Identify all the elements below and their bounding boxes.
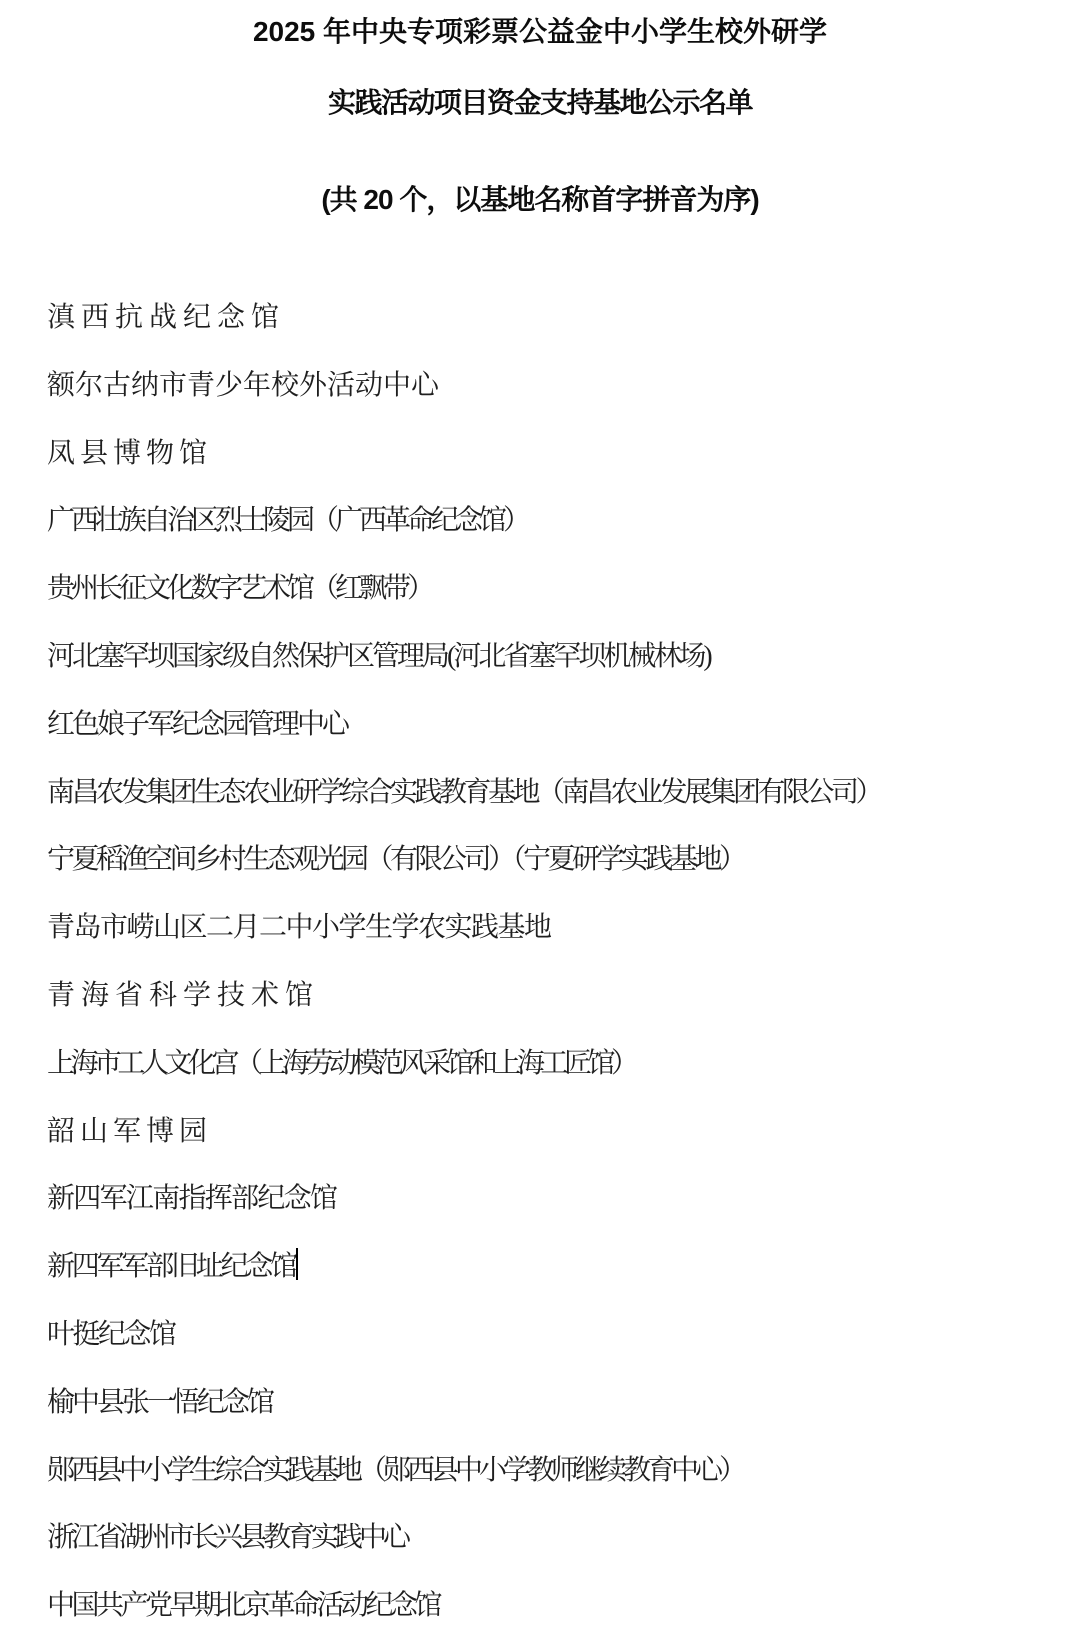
base-name-text[interactable]: 南昌农发集团生态农业研学综合实践教育基地（南昌农业发展集团有限公司） bbox=[47, 776, 881, 808]
list-item[interactable] bbox=[47, 691, 1060, 759]
base-name-text[interactable]: 青海省科学技术馆 bbox=[47, 979, 320, 1011]
base-name-text[interactable]: 滇西抗战纪念馆 bbox=[47, 302, 286, 333]
base-name-text[interactable]: 广西壮族自治区烈士陵园（广西革命纪念馆） bbox=[47, 505, 528, 537]
list-item[interactable] bbox=[47, 1301, 1060, 1369]
base-list bbox=[47, 284, 1060, 1640]
base-name-text[interactable]: 青岛市崂山区二月二中小学生学农实践基地 bbox=[47, 912, 551, 944]
base-name-text[interactable]: 韶山军博园 bbox=[47, 1115, 213, 1147]
document-title-line-2[interactable]: 实践活动项目资金支持基地公示名单 bbox=[327, 87, 752, 118]
document-title-line-1[interactable]: 2025 年中央专项彩票公益金中小学生校外研学 bbox=[252, 16, 828, 47]
list-item[interactable] bbox=[47, 1437, 1060, 1505]
base-name-text[interactable]: 新四军江南指挥部纪念馆 bbox=[47, 1183, 337, 1215]
base-name-text[interactable]: 凤县博物馆 bbox=[47, 437, 213, 469]
base-name-text[interactable]: 浙江省湖州市长兴县教育实践中心 bbox=[47, 1522, 408, 1554]
list-item[interactable] bbox=[47, 487, 1060, 555]
text-cursor bbox=[296, 1248, 298, 1280]
list-item[interactable] bbox=[47, 1098, 1060, 1166]
list-item[interactable] bbox=[47, 623, 1060, 691]
list-item[interactable] bbox=[47, 1233, 1060, 1301]
list-item[interactable] bbox=[47, 1369, 1060, 1437]
base-name-text[interactable]: 新四军军部旧址纪念馆 bbox=[47, 1251, 296, 1283]
list-item[interactable] bbox=[47, 826, 1060, 894]
base-name-text[interactable]: 宁夏稻渔空间乡村生态观光园（有限公司）（宁夏研学实践基地） bbox=[47, 844, 744, 876]
base-name-text[interactable]: 榆中县张一悟纪念馆 bbox=[47, 1386, 273, 1418]
base-name-text[interactable]: 额尔古纳市青少年校外活动中心 bbox=[47, 369, 440, 401]
base-name-text[interactable]: 郧西县中小学生综合实践基地（郧西县中小学教师继续教育中心） bbox=[47, 1454, 744, 1486]
base-name-text[interactable]: 河北塞罕坝国家级自然保护区管理局(河北省塞罕坝机械林场) bbox=[47, 640, 710, 672]
list-item[interactable] bbox=[47, 759, 1060, 827]
base-name-text[interactable]: 上海市工人文化宫（上海劳动模范风采馆和上海工匠馆） bbox=[47, 1047, 635, 1079]
base-name-text[interactable]: 贵州长征文化数字艺术馆（红飘带） bbox=[47, 573, 432, 605]
list-item[interactable] bbox=[47, 352, 1060, 420]
list-item[interactable] bbox=[47, 555, 1060, 623]
base-name-text[interactable]: 中国共产党早期北京革命活动纪念馆 bbox=[47, 1590, 440, 1622]
document-subtitle[interactable]: (共 20 个，以基地名称首字拼音为序) bbox=[321, 184, 759, 215]
list-item[interactable] bbox=[47, 420, 1060, 488]
list-item[interactable] bbox=[47, 962, 1060, 1030]
list-item[interactable] bbox=[47, 894, 1060, 962]
base-name-text[interactable]: 叶挺纪念馆 bbox=[47, 1318, 175, 1350]
list-item[interactable] bbox=[47, 1165, 1060, 1233]
list-item[interactable] bbox=[47, 1504, 1060, 1572]
base-name-text[interactable]: 红色娘子军纪念园管理中心 bbox=[47, 708, 348, 740]
list-item[interactable] bbox=[47, 284, 1060, 352]
list-item[interactable] bbox=[47, 1572, 1060, 1640]
list-item[interactable] bbox=[47, 1030, 1060, 1098]
